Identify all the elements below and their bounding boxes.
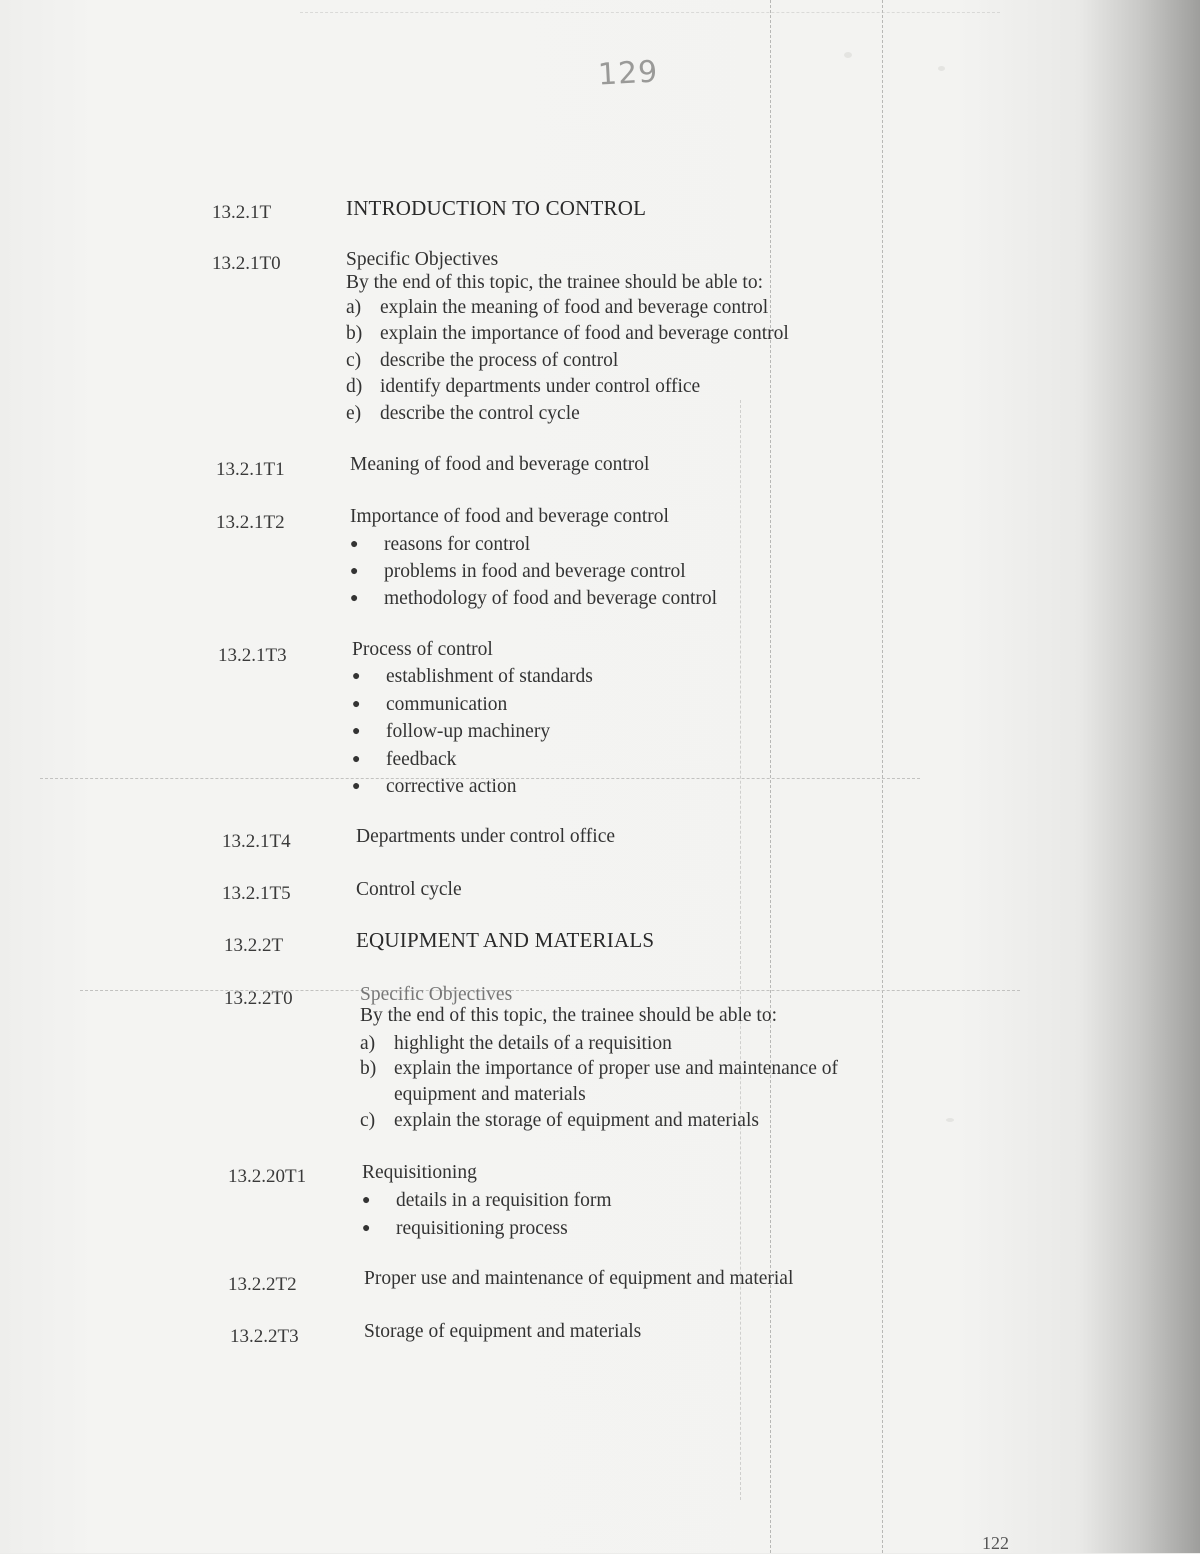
bullet-icon: ● [352,752,361,767]
section-heading: EQUIPMENT AND MATERIALS [356,928,655,952]
bullet-icon: ● [352,697,361,712]
bullet-icon: ● [352,779,361,794]
bullet-icon: ● [350,564,359,579]
bullet-text: problems in food and beverage control [384,561,686,582]
objective-item [346,323,789,345]
section-code: 13.2.1T3 [218,645,287,666]
scan-artifact-line [882,0,883,1553]
scan-artifact-line [770,0,771,1553]
page-number: 122 [982,1533,1009,1553]
item-marker: a) [346,297,362,318]
item-marker: c) [360,1110,376,1131]
item-marker: b) [346,323,363,344]
objectives-title: Specific Objectives [360,984,513,1005]
bullet-item [352,721,550,743]
scan-artifact-line [740,400,741,1500]
bullet-icon: ● [352,724,361,739]
bullet-text: communication [386,694,508,715]
objective-item [346,297,768,319]
bullet-text: reasons for control [384,534,531,555]
bullet-text: feedback [386,749,457,770]
item-text: describe the control cycle [380,403,580,424]
bullet-item [362,1218,568,1240]
bullet-text: corrective action [386,776,517,797]
item-text: explain the storage of equipment and materials [394,1110,759,1131]
objective-item [360,1058,838,1080]
scan-smudge [938,66,945,71]
item-marker: a) [360,1033,376,1054]
bullet-text: establishment of standards [386,666,593,687]
section-title: Proper use and maintenance of equipment and material [364,1268,794,1289]
item-text: identify departments under control office [380,376,701,397]
bullet-item [362,1190,612,1212]
bullet-item [350,534,530,556]
bullet-icon: ● [350,537,359,552]
objective-item [360,1110,759,1132]
section-code: 13.2.2T3 [230,1326,299,1347]
section-title: Process of control [352,639,493,660]
item-text: describe the process of control [380,350,619,371]
bullet-text: follow-up machinery [386,721,551,742]
objective-item [346,376,700,398]
section-title: Storage of equipment and materials [364,1321,642,1342]
item-text: explain the meaning of food and beverage control [380,297,769,318]
objectives-title: Specific Objectives [346,249,499,270]
item-text: highlight the details of a requisition [394,1033,672,1054]
bullet-icon: ● [352,669,361,684]
bullet-item [352,749,456,771]
objectives-intro: By the end of this topic, the trainee should be able to: [346,272,763,293]
item-text: explain the importance of proper use and maintenance of [394,1058,838,1079]
bullet-text: requisitioning process [396,1218,568,1239]
scan-artifact-line [80,990,1020,991]
handwritten-page-number: 129 [597,54,660,93]
bullet-item [352,776,516,798]
bullet-icon: ● [350,591,359,606]
section-code: 13.2.1T1 [216,459,285,480]
section-code: 13.2.1T [212,202,272,223]
item-marker: d) [346,376,363,397]
section-code: 13.2.2T [224,935,284,956]
section-code: 13.2.1T2 [216,512,285,533]
section-title: Importance of food and beverage control [350,506,669,527]
objective-item [346,403,580,425]
objective-item [346,350,618,372]
section-code: 13.2.2T2 [228,1274,297,1295]
section-code: 13.2.1T5 [222,883,291,904]
bullet-text: details in a requisition form [396,1190,612,1211]
section-code: 13.2.20T1 [228,1166,307,1187]
bullet-item [350,588,717,610]
section-title: Requisitioning [362,1162,477,1183]
bullet-text: methodology of food and beverage control [384,588,718,609]
section-title: Departments under control office [356,826,616,847]
item-text: equipment and materials [394,1084,586,1105]
bullet-icon: ● [362,1193,371,1208]
section-code: 13.2.1T0 [212,253,281,274]
item-marker: e) [346,403,362,424]
scan-smudge [844,52,852,58]
section-title: Control cycle [356,879,462,900]
objective-item [360,1033,672,1055]
bullet-icon: ● [362,1221,371,1236]
section-code: 13.2.2T0 [224,988,293,1009]
scan-artifact-line [300,12,1000,13]
item-marker: c) [346,350,362,371]
section-code: 13.2.1T4 [222,831,291,852]
item-text: explain the importance of food and beverage control [380,323,789,344]
objectives-intro: By the end of this topic, the trainee should be able to: [360,1005,777,1026]
objective-item [360,1084,586,1106]
item-marker: b) [360,1058,377,1079]
scan-smudge [946,1118,954,1122]
section-title: Meaning of food and beverage control [350,454,650,475]
bullet-item [352,666,593,688]
bullet-item [350,561,686,583]
section-heading: INTRODUCTION TO CONTROL [346,196,647,220]
bullet-item [352,694,507,716]
